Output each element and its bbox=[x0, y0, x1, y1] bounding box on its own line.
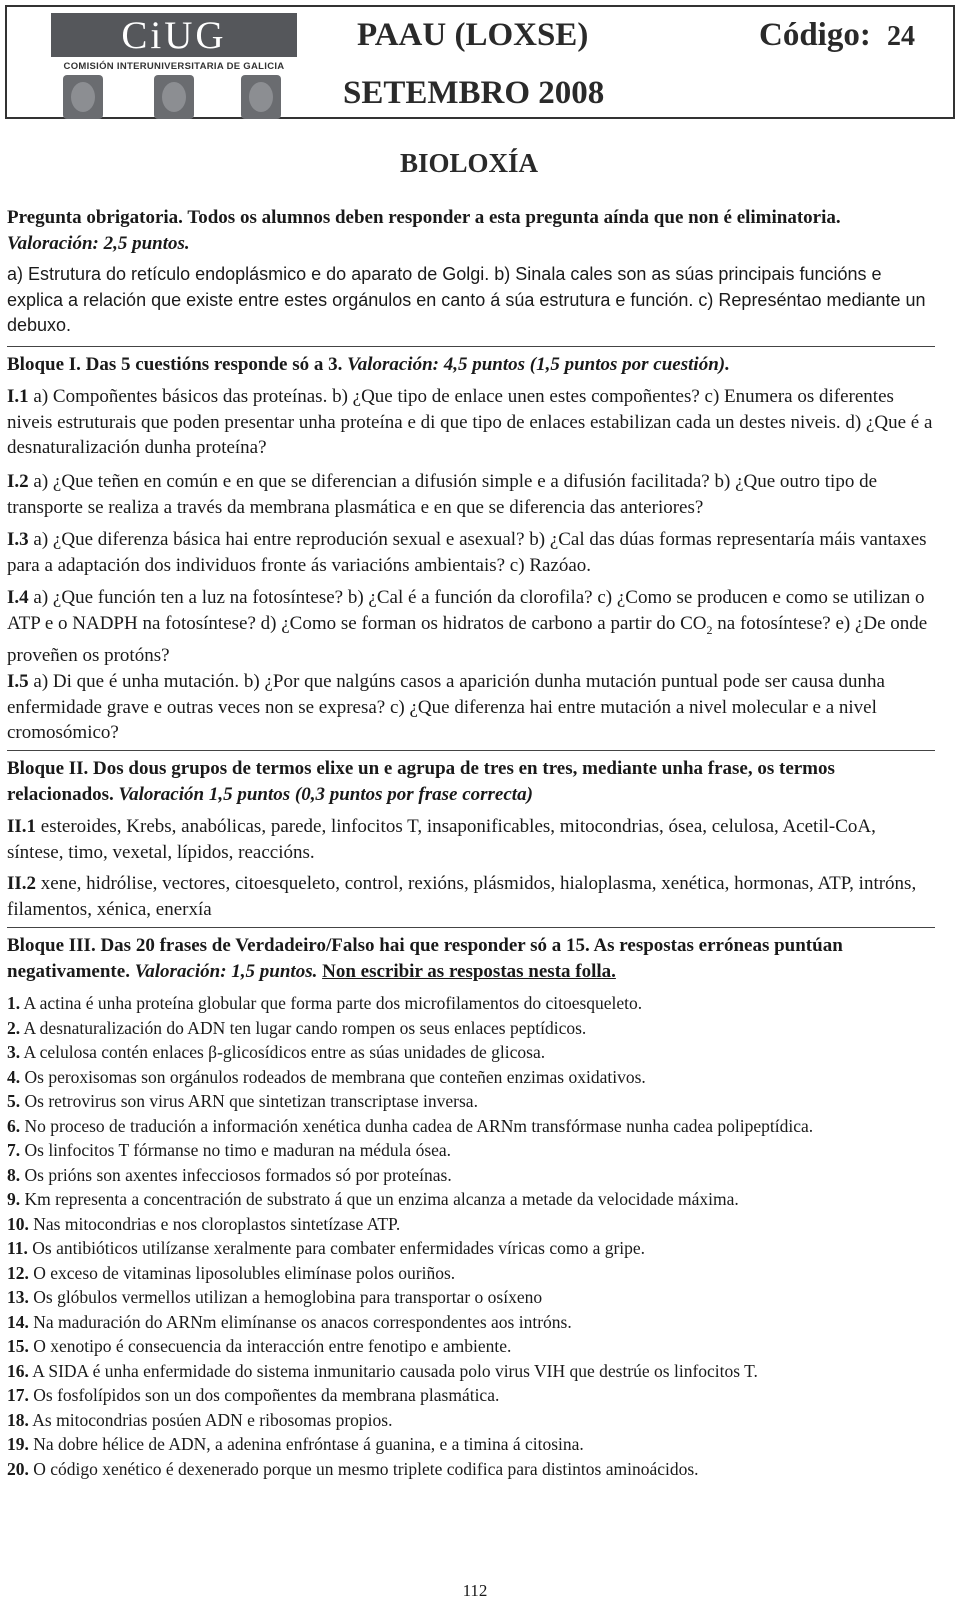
page-number: 112 bbox=[462, 1581, 488, 1600]
question-I3: I.3 a) ¿Que diferenza básica hai entre reprodución sexual e asexual? b) ¿Cal das dúas formas representaría máis vantaxes para a adaptación dos individuos fronte ás variacións ambientais? c) Razóao. bbox=[7, 529, 927, 576]
list-item: 6. No proceso de tradución a información xenética dunha cadea de ARNm transfórmase nunha cadea polipeptídica. bbox=[7, 1115, 814, 1136]
question-I2: I.2 a) ¿Que teñen en común e en que se diferencian a difusión simple e a difusión facilitada? b) ¿Que outro tipo de transporte se realiza a través da membrana plasmática e en que se diferencia das anteriores? bbox=[7, 471, 878, 518]
ciug-logo bbox=[51, 13, 297, 119]
question-I1: I.1 a) Compoñentes básicos das proteínas. b) ¿Que tipo de enlace unen estes compoñentes? c) Enumera os diferentes niveis estruturais que poden presentar unha proteína e di que tipo de enlaces estabilizan cada un destes niveis. d) ¿Que é a desnaturalización dunha proteína? bbox=[7, 386, 933, 458]
list-item: 5. Os retrovirus son virus ARN que sintetizan transcriptase inversa. bbox=[7, 1091, 478, 1111]
list-item: 3. A celulosa contén enlaces β-glicosídicos entre as súas unidades de glicosa. bbox=[7, 1042, 546, 1062]
bloque3-heading: Bloque III. Das 20 frases de Verdadeiro/Falso hai que responder só a 15. As respostas erróneas puntúan negativamente. Valoración: 1,5 puntos. Non escribir as respostas nesta folla. bbox=[7, 935, 843, 982]
group-II2: II.2 xene, hidrólise, vectores, citoesqueleto, control, rexións, plásmidos, hialoplasma, xenética, hormonas, ATP, intróns, filamentos, xénica, enerxía bbox=[7, 873, 917, 920]
code-value: 24 bbox=[887, 21, 915, 52]
divider bbox=[7, 750, 935, 751]
mandatory-question: a) Estrutura do retículo endoplásmico e do aparato de Golgi. b) Sinala cales son as súas principais funcións e explica a relación que existe entre estes orgánulos en canto á súa estrutura e función. c) Represéntao mediante un debuxo. bbox=[7, 264, 926, 335]
divider bbox=[7, 927, 935, 928]
subject-title: BIOLOXÍA bbox=[399, 148, 539, 178]
list-item: 15. O xenotipo é consecuencia da interacción entre fenotipo e ambiente. bbox=[7, 1336, 512, 1356]
university-seal-icon bbox=[241, 75, 281, 119]
list-item: 17. Os fosfolípidos son un dos compoñentes da membrana plasmática. bbox=[7, 1385, 500, 1405]
list-item: 4. Os peroxisomas son orgánulos rodeados de membrana que conteñen enzimas oxidativos. bbox=[7, 1066, 646, 1087]
logo-subtitle: COMISIÓN INTERUNIVERSITARIA DE GALICIA bbox=[63, 61, 285, 72]
university-seal-icon bbox=[154, 75, 194, 119]
university-seal-icon bbox=[63, 75, 103, 119]
true-false-list bbox=[7, 991, 937, 1481]
question-I5: I.5 a) Di que é unha mutación. b) ¿Por que nalgúns casos a aparición dunha mutación puntual pode ser causa dunha enfermidade grave e outras veces non se expresa? c) ¿Que diferenza hai entre mutación a nivel molecular e a nivel cromosómico? bbox=[7, 671, 885, 743]
list-item: 16. A SIDA é unha enfermidade do sistema inmunitario causada polo virus VIH que destrúe os linfocitos T. bbox=[7, 1360, 758, 1381]
list-item: 13. Os glóbulos vermellos utilizan a hemoglobina para transportar o osíxeno bbox=[7, 1287, 543, 1307]
question-I4: I.4 a) ¿Que función ten a luz na fotosíntese? b) ¿Cal é a función da clorofila? c) ¿Como se producen e como se utilizan o ATP e o NADPH na fotosíntese? d) ¿Como se forman os hidratos de carbono a partir do $CO_2$ na fotosíntese? e) ¿De onde proveñen os protóns? bbox=[7, 587, 928, 666]
logo-text: CiUG bbox=[51, 13, 297, 57]
bloque2-heading: Bloque II. Dos dous grupos de termos elixe un e agrupa de tres en tres, mediante unha frase, os termos relacionados. Valoración 1,5 puntos (0,3 puntos por frase correcta) bbox=[7, 758, 835, 805]
list-item: 9. Km representa a concentración de substrato á que un enzima alcanza a metade da velocidade máxima. bbox=[7, 1189, 739, 1209]
list-item: 8. Os prións son axentes infecciosos formados só por proteínas. bbox=[7, 1164, 452, 1185]
list-item: 19. Na dobre hélice de ADN, a adenina enfróntase á guanina, e a timina á citosina. bbox=[7, 1434, 584, 1454]
list-item: 20. O código xenético é dexenerado porque un mesmo triplete codifica para distintos aminoácidos. bbox=[7, 1458, 699, 1479]
divider bbox=[7, 346, 935, 347]
list-item: 11. Os antibióticos utilízanse xeralmente para combater enfermidades víricas como a gripe. bbox=[7, 1238, 646, 1258]
mandatory-heading: Pregunta obrigatoria. Todos os alumnos deben responder a esta pregunta aínda que non é eliminatoria. Valoración: 2,5 puntos. bbox=[7, 207, 841, 254]
code-label: Código: bbox=[759, 17, 871, 53]
exam-header bbox=[5, 5, 955, 119]
exam-name: PAAU (LOXSE) bbox=[357, 17, 589, 53]
list-item: 7. Os linfocitos T fórmanse no timo e maduran na médula ósea. bbox=[7, 1140, 452, 1160]
group-II1: II.1 esteroides, Krebs, anabólicas, parede, linfocitos T, insaponificables, mitocondrias, ósea, celulosa, Acetil-CoA, síntese, timo, vexetal, lípidos, reaccións. bbox=[7, 816, 876, 863]
list-item: 14. Na maduración do ARNm elimínanse os anacos correspondentes aos intróns. bbox=[7, 1311, 572, 1332]
list-item: 10. Nas mitocondrias e nos cloroplastos sintetízase ATP. bbox=[7, 1213, 401, 1234]
list-item: 2. A desnaturalización do ADN ten lugar cando rompen os seus enlaces peptídicos. bbox=[7, 1017, 587, 1038]
list-item: 18. As mitocondrias posúen ADN e ribosomas propios. bbox=[7, 1409, 393, 1430]
exam-session: SETEMBRO 2008 bbox=[343, 75, 605, 111]
bloque1-heading: Bloque I. Das 5 cuestións responde só a 3. Valoración: 4,5 puntos (1,5 puntos por cuestión). bbox=[7, 354, 730, 375]
list-item: 12. O exceso de vitaminas liposolubles elimínase polos ouriños. bbox=[7, 1262, 456, 1283]
list-item: 1. A actina é unha proteína globular que forma parte dos microfilamentos do citoesqueleto. bbox=[7, 993, 643, 1013]
